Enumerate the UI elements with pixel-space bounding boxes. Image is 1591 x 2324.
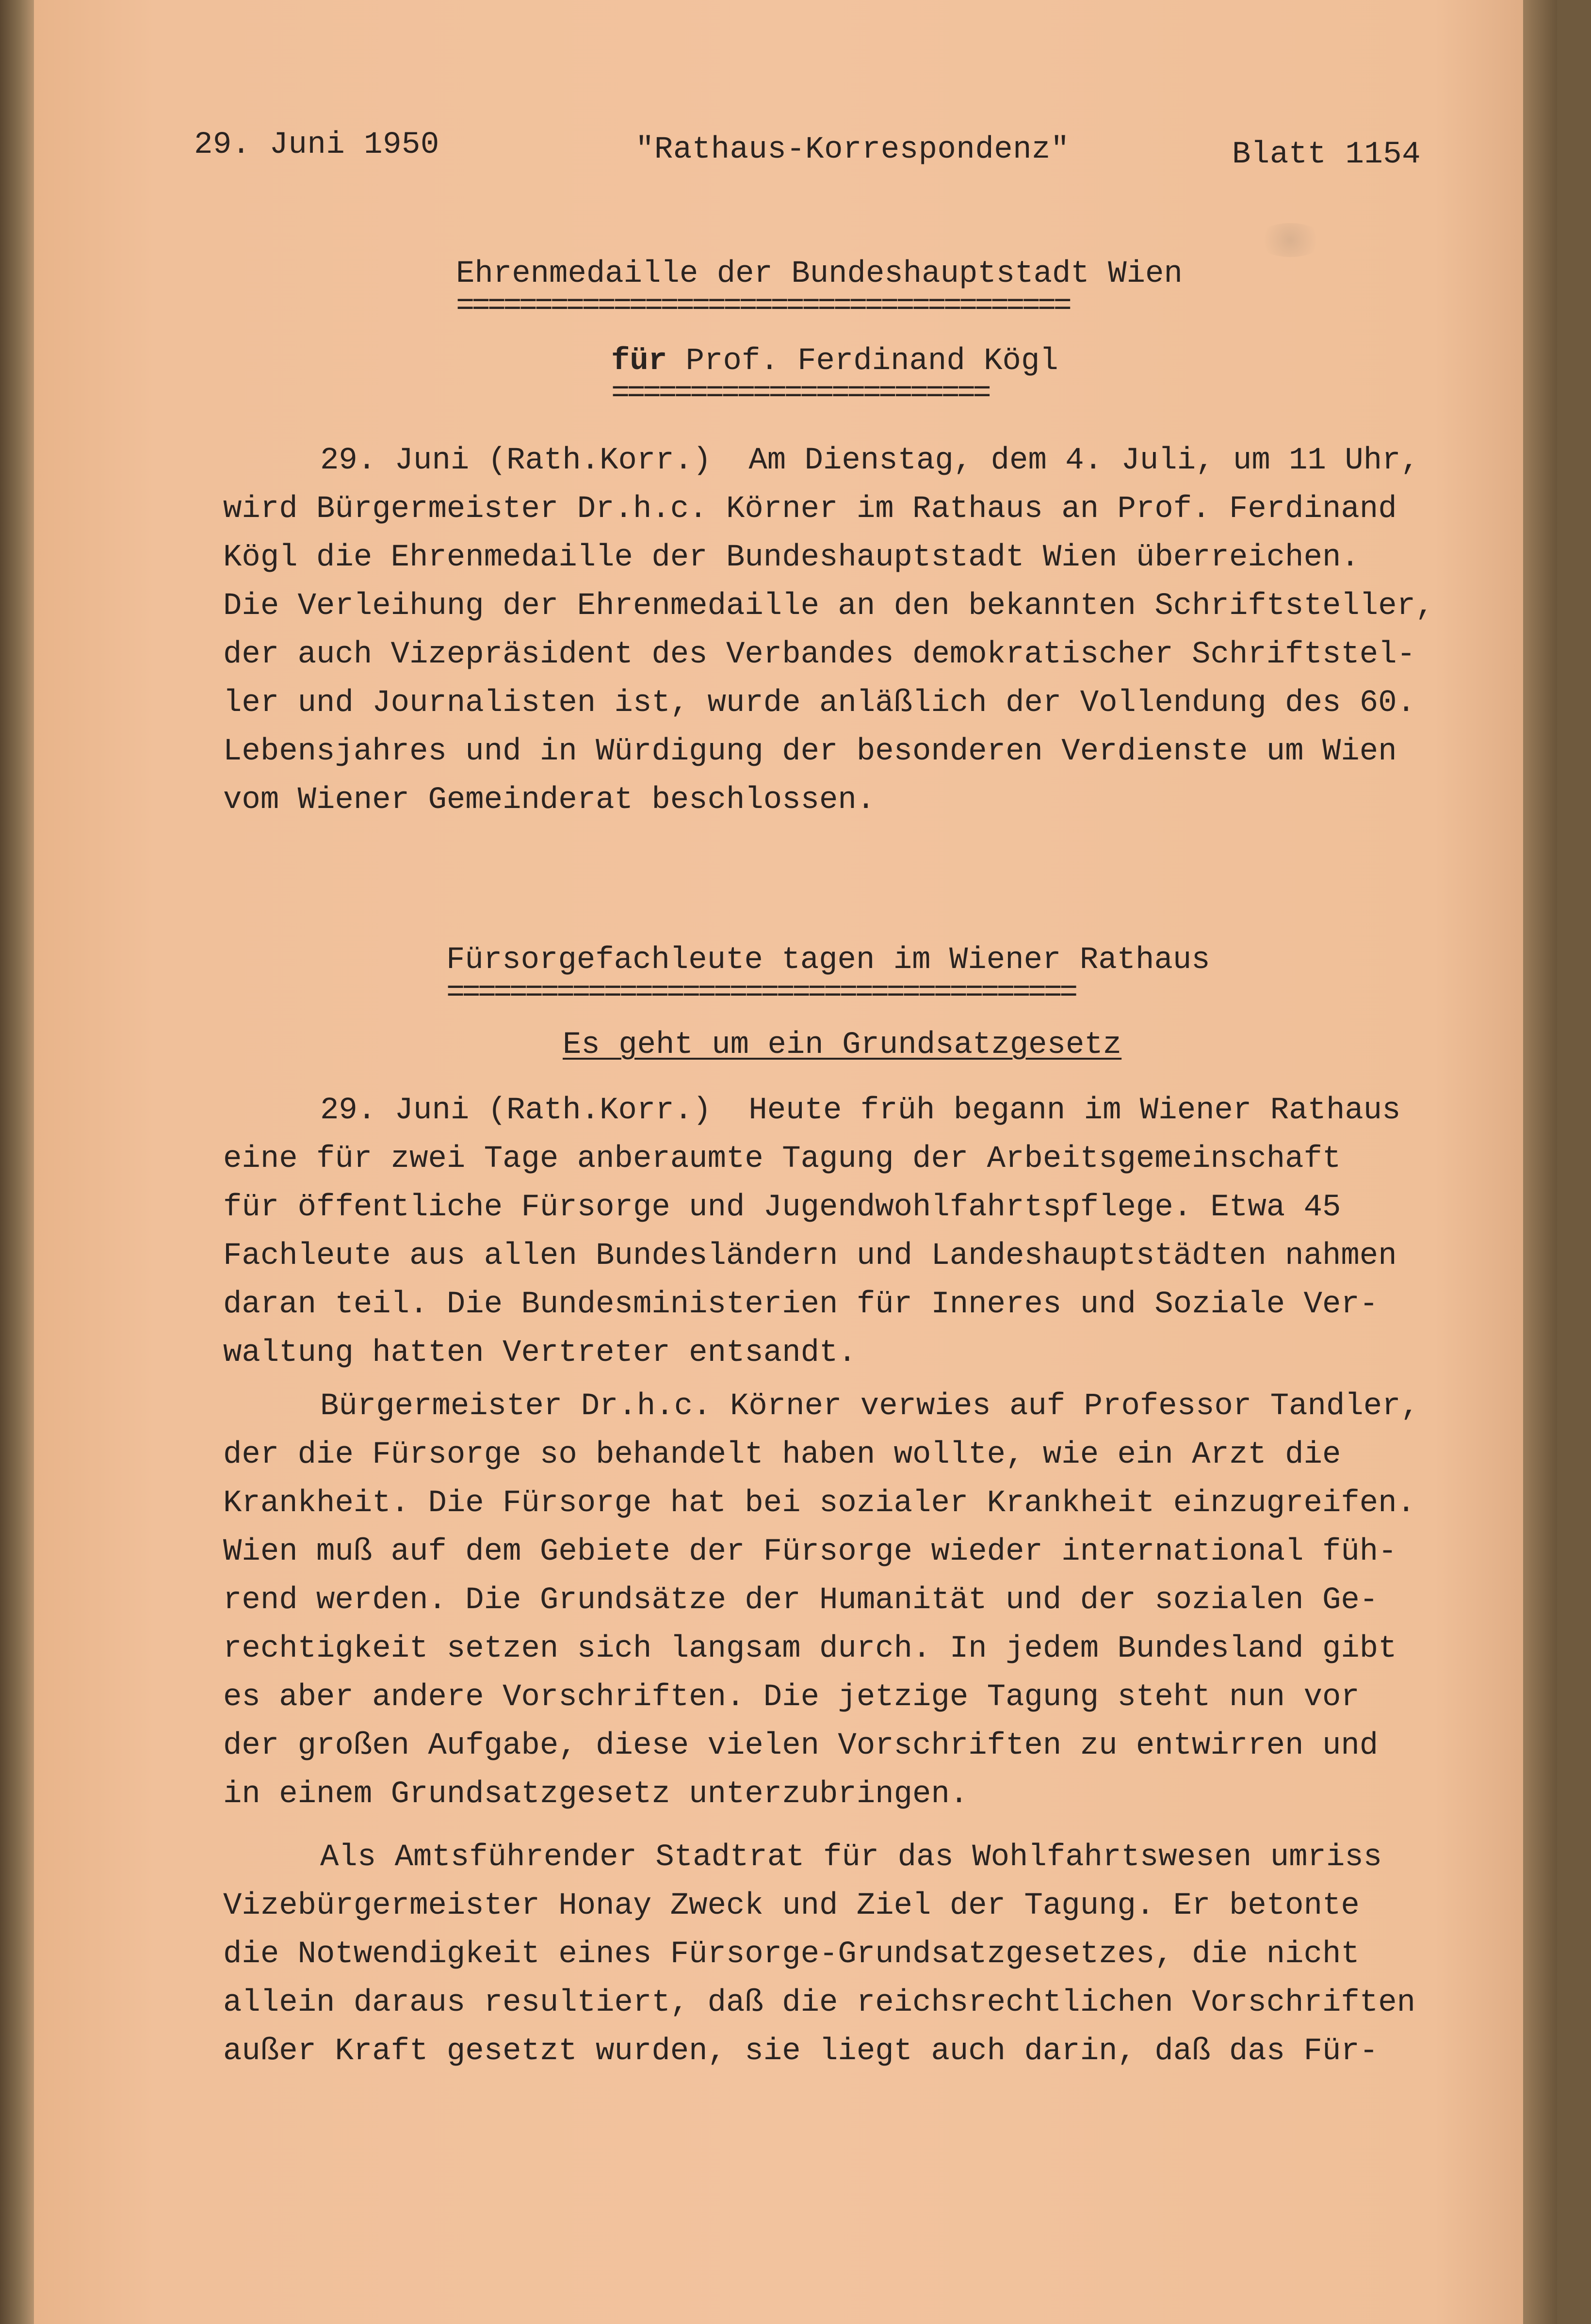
- article1-body: [223, 436, 1533, 824]
- article2-line: Krankheit. Die Fürsorge hat bei sozialer Krankheit einzugreifen.: [223, 1486, 1415, 1521]
- article2-line: allein daraus resultiert, daß die reichsrechtlichen Vorschriften: [223, 1985, 1415, 2020]
- header-publication: "Rathaus-Korrespondenz": [635, 132, 1070, 167]
- page-right-edge: [1523, 0, 1557, 2324]
- header-sheet-number: Blatt 1154: [1232, 137, 1421, 172]
- article2-line: für öffentliche Fürsorge und Jugendwohlfahrtspflege. Etwa 45: [223, 1190, 1341, 1225]
- article1-line: Kögl die Ehrenmedaille der Bundeshauptstadt Wien überreichen.: [223, 540, 1360, 575]
- article2-line: waltung hatten Vertreter entsandt.: [223, 1336, 857, 1371]
- article2-paragraph-2: [223, 1382, 1533, 1819]
- binding-edge: [0, 0, 34, 2324]
- article2-line: Vizebürgermeister Honay Zweck und Ziel der Tagung. Er betonte: [223, 1888, 1360, 1923]
- article1-title: Ehrenmedaille der Bundeshauptstadt Wien: [456, 257, 1183, 291]
- article2-line: rechtigkeit setzen sich langsam durch. In jedem Bundesland gibt: [223, 1631, 1397, 1666]
- article2-line: 29. Juni (Rath.Korr.) Heute früh begann im Wiener Rathaus: [320, 1093, 1401, 1128]
- article1-line: ler und Journalisten ist, wurde anläßlich der Vollendung des 60.: [223, 686, 1415, 721]
- article1-line: Die Verleihung der Ehrenmedaille an den bekannten Schriftsteller,: [223, 589, 1434, 624]
- article1-subtitle-underline: ========================: [611, 376, 989, 411]
- article2-line: Als Amtsführender Stadtrat für das Wohlfahrtswesen umriss: [320, 1840, 1382, 1875]
- article1-line: der auch Vizepräsident des Verbandes demokratischer Schriftstel-: [223, 637, 1415, 672]
- article2-line: in einem Grundsatzgesetz unterzubringen.: [223, 1777, 969, 1812]
- article2-title: Fürsorgefachleute tagen im Wiener Rathaus: [446, 943, 1210, 978]
- article1-line: vom Wiener Gemeinderat beschlossen.: [223, 783, 876, 818]
- article1-line: Lebensjahres und in Würdigung der besonderen Verdienste um Wien: [223, 734, 1397, 769]
- article2-line: eine für zwei Tage anberaumte Tagung der Arbeitsgemeinschaft: [223, 1142, 1341, 1177]
- article1-line: 29. Juni (Rath.Korr.) Am Dienstag, dem 4. Juli, um 11 Uhr,: [320, 443, 1419, 478]
- paper-stain: [1256, 223, 1324, 257]
- article2-line: außer Kraft gesetzt wurden, sie liegt auch darin, daß das Für-: [223, 2034, 1379, 2069]
- article1-subtitle-rest: Prof. Ferdinand Kögl: [667, 344, 1058, 379]
- article2-subtitle: Es geht um ein Grundsatzgesetz: [563, 1028, 1122, 1063]
- article2-line: Bürgermeister Dr.h.c. Körner verwies auf Professor Tandler,: [320, 1389, 1419, 1424]
- document-page: [34, 0, 1557, 2324]
- article1-subtitle-bold: für: [611, 344, 667, 379]
- article2-line: es aber andere Vorschriften. Die jetzige Tagung steht nun vor: [223, 1680, 1360, 1715]
- article2-paragraph-1: [223, 1086, 1533, 1377]
- article2-line: Fachleute aus allen Bundesländern und Landeshauptstädten nahmen: [223, 1239, 1397, 1274]
- article1-title-underline: =======================================: [456, 289, 1069, 324]
- header-date: 29. Juni 1950: [194, 128, 439, 162]
- article2-line: rend werden. Die Grundsätze der Humanität und der sozialen Ge-: [223, 1583, 1379, 1618]
- article2-title-underline: ========================================: [446, 976, 1075, 1011]
- article1-line: wird Bürgermeister Dr.h.c. Körner im Rathaus an Prof. Ferdinand: [223, 492, 1397, 527]
- article2-line: die Notwendigkeit eines Fürsorge-Grundsatzgesetzes, die nicht: [223, 1937, 1360, 1972]
- article2-line: der großen Aufgabe, diese vielen Vorschriften zu entwirren und: [223, 1728, 1379, 1763]
- article2-line: der die Fürsorge so behandelt haben wollte, wie ein Arzt die: [223, 1437, 1341, 1472]
- article2-line: daran teil. Die Bundesministerien für Inneres und Soziale Ver-: [223, 1287, 1379, 1322]
- article2-line: Wien muß auf dem Gebiete der Fürsorge wieder international füh-: [223, 1534, 1397, 1569]
- article2-paragraph-3: [223, 1833, 1533, 2076]
